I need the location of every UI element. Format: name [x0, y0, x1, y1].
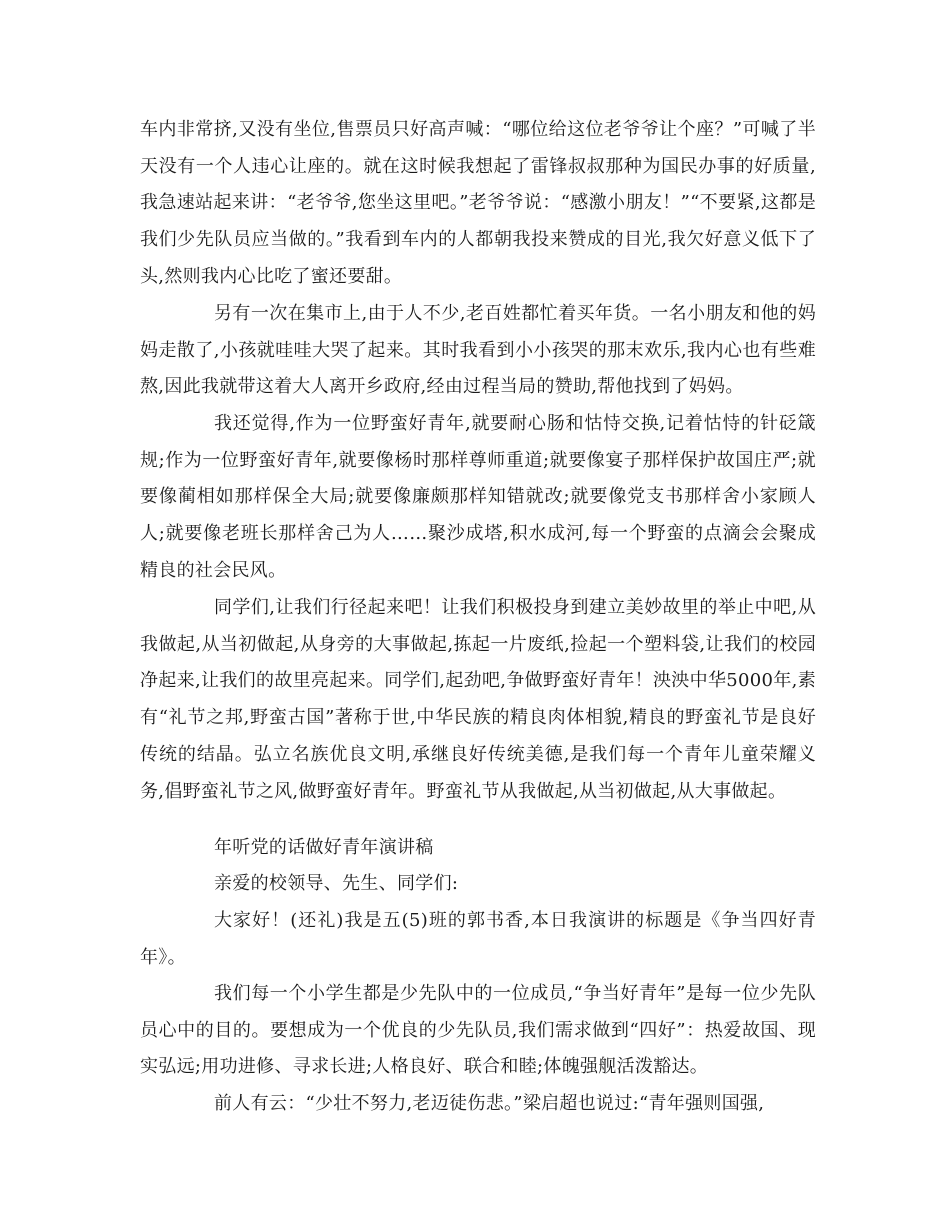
paragraph-quote: 前人有云：“少壮不努力,老迈徒伤悲。”梁启超也说过:“青年强则国强,: [214, 1093, 765, 1114]
paragraph-four-goods: 我们每一个小学生都是少先队中的一位成员,“争当好青年”是每一位少先队员心中的目的。要想成为一个优良的少先队员,我们需求做到“四好”：热爱故国、现实弘远;用功进修、寻求长进;人格良好、联合和睦;体魄强舰活泼豁达。: [140, 983, 816, 1078]
salutation: 亲爱的校领导、先生、同学们:: [214, 873, 459, 894]
paragraph-role-models: 我还觉得,作为一位野蛮好青年,就要耐心肠和怙恃交换,记着怙恃的针砭箴规;作为一位野蛮好青年,就要像杨时那样尊师重道;就要像宴子那样保护故国庄严;就要像蔺相如那样保全大局;就要像廉颇那样知错就改;就要像党支书那样舍小家顾人人;就要像老班长那样舍己为人……聚沙成塔,积水成河,每一个野蛮的点滴会会聚成精良的社会民风。: [140, 413, 816, 581]
paragraph-greeting: 大家好！(还礼)我是五(5)班的郭书香,本日我演讲的标题是《争当四好青年》。: [140, 910, 816, 968]
paragraph-market-story: 另有一次在集市上,由于人不少,老百姓都忙着买年货。一名小朋友和他的妈妈走散了,小孩就哇哇大哭了起来。其时我看到小小孩哭的那末欢乐,我内心也有些难熬,因此我就带这着大人离开乡政府,经由过程当局的赞助,帮他找到了妈妈。: [140, 303, 816, 398]
speech-title: 年听党的话做好青年演讲稿: [214, 837, 434, 858]
paragraph-bus-story: 车内非常挤,又没有坐位,售票员只好高声喊：“哪位给这位老爷爷让个座？”可喊了半天没有一个人违心让座的。就在这时候我想起了雷锋叔叔那种为国民办事的好质量,我急速站起来讲：“老爷爷,您坐这里吧。”老爷爷说：“感激小朋友！”“不要紧,这都是我们少先队员应当做的。”我看到车内的人都朝我投来赞成的目光,我欠好意义低下了头,然则我内心比吃了蜜还要甜。: [140, 119, 816, 287]
paragraph-call-to-action: 同学们,让我们行径起来吧！让我们积极投身到建立美妙故里的举止中吧,从我做起,从当初做起,从身旁的大事做起,拣起一片废纸,捡起一个塑料袋,让我们的校园净起来,让我们的故里亮起来。同学们,起劲吧,争做野蛮好青年！泱泱中华5000年,素有“礼节之邦,野蛮古国”著称于世,中华民族的精良肉体相貌,精良的野蛮礼节是良好传统的结晶。弘立名族优良文明,承继良好传统美德,是我们每一个青年儿童荣耀义务,倡野蛮礼节之风,做野蛮好青年。野蛮礼节从我做起,从当初做起,从大事做起。: [140, 597, 816, 802]
